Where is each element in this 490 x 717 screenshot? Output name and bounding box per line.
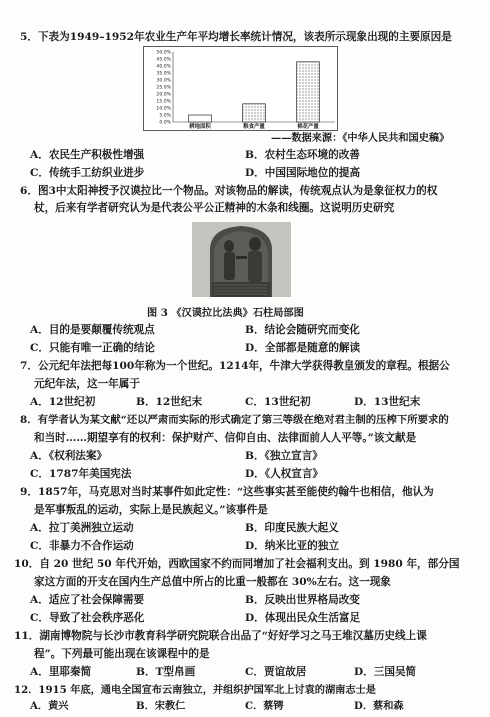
q6-option-d[interactable]: D．全部都是随意的解读 xyxy=(245,342,361,354)
q6-stem-line1: 6．图3中太阳神授予汉谟拉比一个物品。对该物品的解读，传统观点认为是象征权力的权 xyxy=(20,185,438,197)
q6-stem-line2: 杖，后来有学者研究认为是代表公平公正精神的木条和线圈。这说明历史研究 xyxy=(34,202,395,214)
q6-option-c[interactable]: C．只能有唯一正确的结论 xyxy=(30,342,155,354)
q10-stem-line1: 10．自 20 世纪 50 年代开始，西欧国家不约而同增加了社会福利支出。到 1980 年，部分国 xyxy=(14,558,460,570)
chart-y-tick-label: 10.0% xyxy=(156,106,171,112)
chart-bar xyxy=(243,104,266,122)
q12-stem: 12．1915 年底，通电全国宣布云南独立，并组织护国军北上讨袁的湖南志士是 xyxy=(14,684,376,696)
q10-option-d[interactable]: D．体现出民众生活富足 xyxy=(245,612,361,624)
q5-source: ——数据来源：《中华人民共和国史稿》 xyxy=(271,132,450,144)
q7-stem-line2: 元纪年法，这一年属于 xyxy=(34,378,140,390)
q12-option-c[interactable]: C．蔡锷 xyxy=(245,700,284,712)
q10-option-a[interactable]: A．适应了社会保障需要 xyxy=(30,594,145,606)
chart-y-tick-label: 20.0% xyxy=(156,92,171,98)
chart-x-tick-label: 耕地面积 xyxy=(189,124,211,130)
chart-y-tick-label: 25.0% xyxy=(156,85,171,91)
q11-option-a[interactable]: A．里耶秦简 xyxy=(30,666,92,678)
q12-option-b[interactable]: B．宋教仁 xyxy=(136,700,186,712)
chart-y-tick-label: 50.0% xyxy=(156,50,171,56)
q7-option-a[interactable]: A．12世纪初 xyxy=(30,396,96,408)
q8-stem-line1: 8．有学者认为某文献“还以严肃而实际的形式确定了第三等级在绝对君主制的压榨下所要求的 xyxy=(20,414,449,426)
q5-option-c[interactable]: C．传统手工纺织业进步 xyxy=(30,167,145,179)
q7-stem-line1: 7．公元纪年法把每100年称为一个世纪。1214年，牛津大学获得教皇颁发的章程。根据公 xyxy=(20,360,450,372)
q5-option-a[interactable]: A．农民生产积极性增强 xyxy=(30,149,145,161)
q11-option-c[interactable]: C．贾谊故居 xyxy=(245,666,307,678)
chart-y-tick-label: 5.0% xyxy=(159,113,171,119)
q11-stem-line2: 程”。下列最可能出现在该课程中的是 xyxy=(34,648,210,660)
q6-option-a[interactable]: A．目的是要颠覆传统观点 xyxy=(30,324,155,336)
q5-bar-chart xyxy=(143,46,338,131)
chart-y-tick-label: 0.0% xyxy=(159,120,171,126)
q10-option-c[interactable]: C．导致了社会秩序恶化 xyxy=(30,612,145,624)
q8-option-a[interactable]: A．《权利法案》 xyxy=(30,450,108,462)
q7-option-c[interactable]: C．13世纪初 xyxy=(245,396,311,408)
q6-figure-caption: 图 3 《汉谟拉比法典》石柱局部图 xyxy=(147,307,304,319)
q5-option-d[interactable]: D．中国国际地位的提高 xyxy=(245,167,361,179)
q7-option-d[interactable]: D．13世纪末 xyxy=(354,396,421,408)
q9-option-b[interactable]: B．印度民族大起义 xyxy=(245,522,339,534)
q10-option-b[interactable]: B．反映出世界格局改变 xyxy=(245,594,360,606)
chart-x-tick-label: 棉花产量 xyxy=(297,124,319,130)
q11-stem-line1: 11．湖南博物院与长沙市教育科学研究院联合出品了“好好学习之马王堆汉墓历史线上课 xyxy=(14,630,427,642)
q9-option-c[interactable]: C．非暴力不合作运动 xyxy=(30,540,134,552)
q12-option-a[interactable]: A．黄兴 xyxy=(30,700,69,712)
hammurabi-stele-image xyxy=(192,222,291,297)
q10-stem-line2: 家这方面的开支在国内生产总值中所占的比重一般都在 30%左右。这一现象 xyxy=(34,576,391,588)
q11-option-b[interactable]: B．T型帛画 xyxy=(136,666,196,678)
q9-stem-line2: 是军事叛乱的运动，实际上是民族起义。”该事件是 xyxy=(34,504,268,516)
q8-option-b[interactable]: B．《独立宣言》 xyxy=(245,450,323,462)
q6-option-b[interactable]: B．结论会随研究而变化 xyxy=(245,324,360,336)
chart-y-tick-label: 45.0% xyxy=(156,57,171,63)
q9-stem-line1: 9．1857年，马克思对当时某事件如此定性：“这些事实甚至能使约翰牛也相信，他认为 xyxy=(20,486,434,498)
chart-y-tick-label: 40.0% xyxy=(156,64,171,70)
q8-option-c[interactable]: C．1787年美国宪法 xyxy=(30,468,132,480)
chart-x-tick-label: 粮食产量 xyxy=(243,124,265,130)
chart-y-tick-label: 30.0% xyxy=(156,78,171,84)
chart-y-tick-label: 35.0% xyxy=(156,71,171,77)
q12-option-d[interactable]: D．蔡和森 xyxy=(354,700,404,712)
q7-option-b[interactable]: B．12世纪末 xyxy=(136,396,203,408)
chart-bar xyxy=(297,62,320,122)
chart-y-tick-label: 15.0% xyxy=(156,99,171,105)
chart-bar xyxy=(189,115,212,122)
q5-option-b[interactable]: B．农村生态环境的改善 xyxy=(245,149,360,161)
q9-option-a[interactable]: A．拉丁美洲独立运动 xyxy=(30,522,134,534)
q8-option-d[interactable]: D．《人权宣言》 xyxy=(245,468,324,480)
q11-option-d[interactable]: D．三国吴简 xyxy=(354,666,417,678)
q5-stem: 5．下表为1949–1952年农业生产年平均增长率统计情况，该表所示现象出现的主要原因是 xyxy=(20,31,452,43)
q9-option-d[interactable]: D．纳米比亚的独立 xyxy=(245,540,339,552)
q8-stem-line2: 和当时……期望享有的权利：保护财产、信仰自由、法律面前人人平等。”该文献是 xyxy=(34,432,417,444)
